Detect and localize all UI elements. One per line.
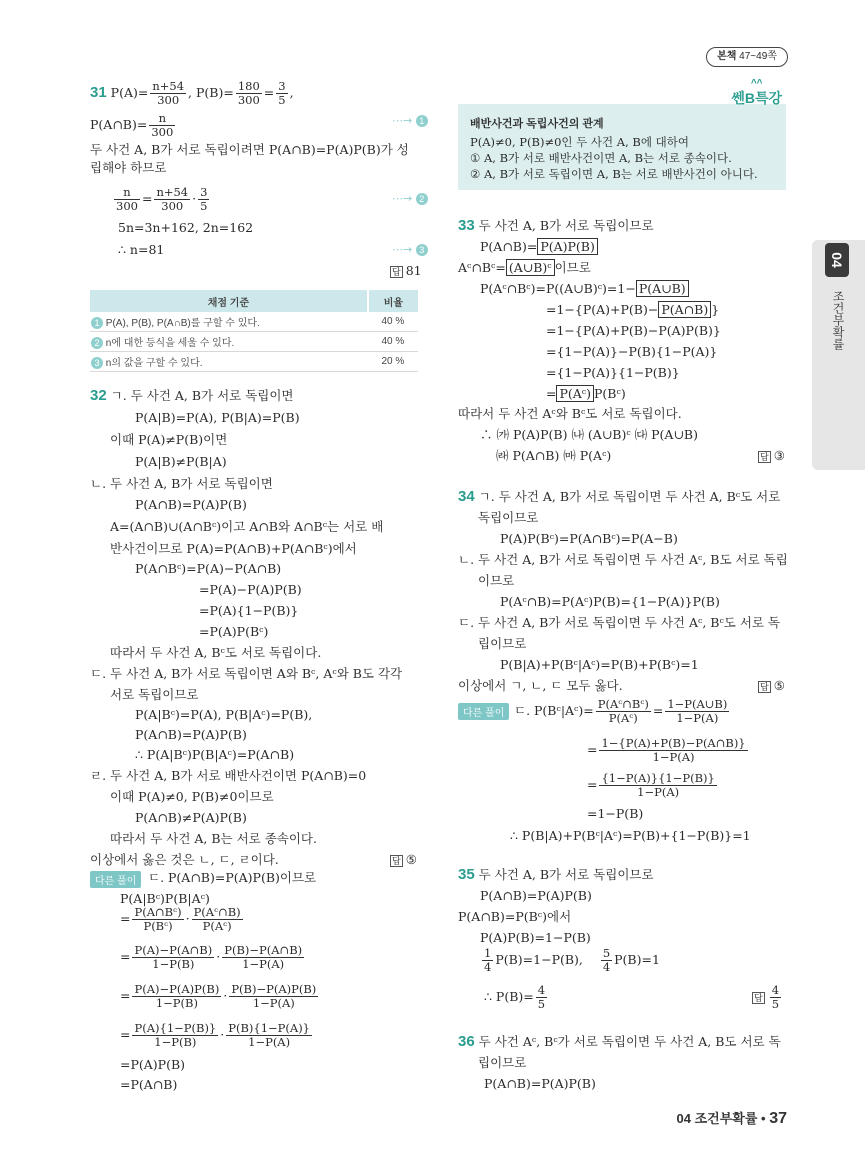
q31-l2-a: P(A∩B)= bbox=[90, 117, 148, 132]
criteria-num: 1 bbox=[91, 317, 103, 329]
q35-number: 35 bbox=[458, 866, 475, 883]
q32-line-22: 이상에서 옳은 것은 ㄴ, ㄷ, ㄹ이다. bbox=[90, 852, 279, 867]
criteria-ratio: 40 % bbox=[368, 312, 418, 332]
q31-line-3: 두 사건 A, B가 서로 독립이려면 P(A∩B)=P(A)P(B)가 성 bbox=[90, 142, 409, 157]
q31-answer-value: 81 bbox=[405, 263, 422, 278]
q31-frac1-den: 300 bbox=[157, 93, 180, 107]
frac-num: P(B)−P(A∩B) bbox=[224, 943, 303, 957]
q32-line-14: 서로 독립이므로 bbox=[110, 687, 199, 702]
frac-den: 1−P(B) bbox=[154, 1035, 197, 1049]
chapter-side-tab bbox=[812, 240, 865, 470]
frac bbox=[132, 983, 221, 1010]
frac-num: P(A)−P(A)P(B) bbox=[134, 982, 220, 996]
q33-l2-a: P(A∩B)= bbox=[480, 239, 538, 254]
q31-line-4: 립해야 하므로 bbox=[90, 160, 167, 175]
frac-den: 4 bbox=[602, 960, 611, 974]
page-reference-pill bbox=[706, 47, 788, 67]
q35-line-1 bbox=[458, 867, 654, 883]
q33-line-5 bbox=[546, 302, 719, 318]
q31-frac2-num: 180 bbox=[237, 79, 260, 93]
q36-text: 두 사건 Aᶜ, Bᶜ가 서로 독립이면 두 사건 A, B도 서로 독 bbox=[478, 1034, 781, 1049]
chapter-title-vertical: 조건부확률 bbox=[831, 290, 845, 350]
q31-l5-frac1 bbox=[114, 186, 140, 213]
blank-box: P(A∩B) bbox=[658, 301, 711, 318]
q36-number: 36 bbox=[458, 1033, 475, 1050]
q33-l9-b: P(Bᶜ) bbox=[594, 386, 626, 401]
frac bbox=[229, 983, 318, 1010]
q31-frac3-den: 5 bbox=[278, 93, 286, 107]
q32-line-4: ㄴ. 두 사건 A, B가 서로 독립이면 bbox=[90, 476, 273, 491]
q32-alt-line-6: = $\frac{P(A)\{1-P(B)\}}{1-P(B)}$ · $\frac{P(B)\{1-P(A)\}}{1-P(A)}$ bbox=[120, 1021, 310, 1049]
table-row bbox=[90, 332, 418, 352]
q31-frac-3 bbox=[276, 80, 287, 107]
q32-line-3: P(A|B)≠P(B|A) bbox=[135, 454, 227, 469]
criteria-text: n에 대한 등식을 세울 수 있다. bbox=[105, 337, 235, 349]
q32-alt-line-3: = $\frac{\text{P(A∩Bᶜ)}}{\text{P(Bᶜ)}}$ · $\frac{\text{P(Aᶜ∩B)}}{\text{P(Aᶜ)}}$ bbox=[120, 905, 241, 933]
page-footer bbox=[677, 1108, 787, 1128]
q32-line-8: P(A∩Bᶜ)=P(A)−P(A∩B) bbox=[135, 561, 282, 576]
q35-line-5 bbox=[480, 947, 660, 974]
q33-line-12: ㈑ P(A∩B) ㈒ P(Aᶜ) bbox=[496, 448, 612, 463]
q34-line-3: ㄴ. 두 사건 A, B가 서로 독립이면 두 사건 Aᶜ, B도 서로 독립 bbox=[458, 552, 788, 567]
q33-l3-a: Aᶜ∩Bᶜ= bbox=[458, 260, 506, 275]
special-badge-text: 쎈B특강 bbox=[731, 90, 782, 106]
q32-alt-line-7: =P(A)P(B) bbox=[120, 1057, 186, 1072]
q35-l5-b: P(B)=1 bbox=[614, 952, 660, 967]
q31-frac-2 bbox=[236, 80, 262, 107]
q34-line-2: P(A)P(Bᶜ)=P(A∩Bᶜ)=P(A−B) bbox=[500, 531, 678, 546]
step-1-circle: 1 bbox=[416, 115, 428, 127]
q34-line-6: ㄷ. 두 사건 A, B가 서로 독립이면 두 사건 Aᶜ, Bᶜ도 서로 독 bbox=[458, 615, 781, 630]
q34-line-1: 독립이므로 bbox=[478, 510, 539, 525]
frac-den: 1−P(A) bbox=[637, 785, 680, 799]
q33-l4-a: P(Aᶜ∩Bᶜ)=P((A∪B)ᶜ)=1− bbox=[480, 281, 636, 296]
frac-num: 1 bbox=[484, 946, 492, 960]
criteria-col-header: 채점 기준 bbox=[90, 290, 368, 312]
q31-l1-a: P(A)= bbox=[110, 85, 149, 100]
criteria-text: P(A), P(B), P(A∩B)를 구할 수 있다. bbox=[105, 317, 260, 329]
q34-answer-value: ⑤ bbox=[773, 678, 785, 693]
blank-box: P(Aᶜ) bbox=[556, 385, 594, 402]
criteria-ratio: 40 % bbox=[368, 332, 418, 352]
frac-num: P(B)−P(A)P(B) bbox=[231, 982, 317, 996]
q34-answer bbox=[758, 678, 785, 694]
frac bbox=[601, 947, 612, 974]
frac bbox=[132, 1022, 218, 1049]
q31-l5-den1: 300 bbox=[116, 199, 138, 213]
answer-tag: 답 bbox=[760, 451, 769, 462]
q32-line-15: P(A|Bᶜ)=P(A), P(B|Aᶜ)=P(B), bbox=[135, 707, 313, 722]
special-line-3: ② A, B가 서로 독립이면 A, B는 서로 배반사건이 아니다. bbox=[470, 167, 758, 181]
q36-line-3: P(A∩B)=P(A)P(B) bbox=[484, 1076, 596, 1091]
step-2-circle: 2 bbox=[416, 193, 428, 205]
criteria-cell bbox=[90, 332, 368, 352]
frac-num: P(A){1−P(B)} bbox=[134, 1021, 217, 1035]
frac-num: 4 bbox=[537, 983, 546, 997]
q33-answer bbox=[758, 448, 785, 464]
q32-line-5: P(A∩B)=P(A)P(B) bbox=[135, 497, 247, 512]
page-ref-range: 47~49쪽 bbox=[739, 51, 777, 62]
q32-alt-line-1: ㄷ. P(A∩B)=P(A)P(B)이므로 bbox=[148, 870, 317, 885]
q34-alt-line-5: ∴ P(B|A)+P(Bᶜ|Aᶜ)=P(B)+{1−P(B)}=1 bbox=[510, 828, 751, 843]
footer-separator: • bbox=[761, 1111, 766, 1126]
frac-num: 5 bbox=[602, 946, 611, 960]
q31-frac2-den: 300 bbox=[237, 93, 260, 107]
q33-line-8: ={1−P(A)}{1−P(B)} bbox=[546, 365, 680, 380]
criteria-ratio-header: 비율 bbox=[368, 290, 418, 312]
answer-tag: 답 bbox=[760, 681, 769, 692]
frac bbox=[482, 947, 493, 974]
q31-l1-d: , bbox=[289, 85, 294, 100]
q33-line-3 bbox=[458, 260, 591, 276]
q34-line-9: 이상에서 ㄱ, ㄴ, ㄷ 모두 옳다. bbox=[458, 678, 623, 693]
q31-frac1-num: n+54 bbox=[152, 79, 185, 93]
q31-answer bbox=[390, 263, 422, 279]
q33-l3-b: 이므로 bbox=[554, 260, 591, 275]
frac-den: 4 bbox=[484, 960, 492, 974]
q31-l5-frac2 bbox=[154, 186, 190, 213]
q31-l5-den3: 5 bbox=[200, 199, 208, 213]
q32-line-2: 이때 P(A)≠P(B)이면 bbox=[110, 432, 228, 447]
answer-tag: 답 bbox=[754, 992, 763, 1003]
special-note-box bbox=[458, 78, 786, 190]
q33-line-9 bbox=[546, 386, 626, 402]
answer-tag: 답 bbox=[392, 266, 401, 277]
frac-den: 1−P(A) bbox=[248, 1035, 291, 1049]
special-title: 배반사건과 독립사건의 관계 bbox=[470, 118, 604, 130]
q31-line-1 bbox=[90, 80, 294, 107]
frac-num: P(A∩Bᶜ) bbox=[134, 905, 182, 919]
q35-l6-a: ∴ P(B)= bbox=[484, 989, 534, 1004]
q34-alt-a: ㄷ. P(Bᶜ|Aᶜ)= bbox=[514, 703, 594, 718]
q33-l5-b: } bbox=[711, 302, 720, 317]
criteria-num: 3 bbox=[91, 357, 103, 369]
q32-line-0 bbox=[90, 388, 294, 404]
q32-number: 32 bbox=[90, 387, 107, 404]
special-line-1: P(A)≠0, P(B)≠0인 두 사건 A, B에 대하여 bbox=[470, 135, 689, 149]
q32-alt-line-5: = $\frac{P(A)-P(A)P(B)}{1-P(B)}$ · $\frac{P(B)-P(A)P(B)}{1-P(A)}$ bbox=[120, 982, 317, 1010]
q32-line-12: 따라서 두 사건 A, Bᶜ도 서로 독립이다. bbox=[110, 645, 322, 660]
frac-num: {1−P(A)}{1−P(B)} bbox=[601, 771, 715, 785]
frac bbox=[192, 906, 243, 933]
frac-num: 1−{P(A)+P(B)−P(A∩B)} bbox=[601, 736, 746, 750]
frac-den: 5 bbox=[771, 997, 780, 1011]
q31-frac3-num: 3 bbox=[278, 79, 286, 93]
q34-alt-line-3: = $\frac{\{1-P(A)\}\{1-P(B)\}}{1-P(A)}$ bbox=[587, 771, 715, 799]
q31-l2-frac bbox=[149, 112, 175, 139]
special-line-2: ① A, B가 서로 배반사건이면 A, B는 서로 종속이다. bbox=[470, 151, 732, 165]
frac bbox=[599, 772, 716, 799]
q31-l5-num1: n bbox=[114, 186, 140, 200]
step-2-marker: ⋯→ 2 bbox=[392, 192, 428, 205]
q35-l5-a: P(B)=1−P(B), bbox=[495, 952, 583, 967]
frac-num: P(A)−P(A∩B) bbox=[134, 943, 213, 957]
q31-l5-num3: 3 bbox=[200, 185, 208, 199]
q34-line-5: P(Aᶜ∩B)=P(Aᶜ)P(B)={1−P(A)}P(B) bbox=[500, 594, 720, 609]
alt-solution-chip: 다른 풀이 bbox=[458, 703, 509, 720]
q33-line-11: ∴ ㈎ P(A)P(B) ㈏ (A∪B)ᶜ ㈐ P(A∪B) bbox=[480, 427, 698, 442]
q31-l1-b: , P(B)= bbox=[188, 85, 234, 100]
q33-line-4 bbox=[480, 281, 689, 297]
q32-line-9: =P(A)−P(A)P(B) bbox=[199, 582, 302, 597]
q31-number: 31 bbox=[90, 84, 107, 101]
q34-alt-line-4: =1−P(B) bbox=[587, 806, 644, 821]
alt-solution-chip: 다른 풀이 bbox=[90, 871, 141, 888]
frac bbox=[599, 737, 747, 764]
frac bbox=[226, 1022, 312, 1049]
criteria-header-row bbox=[90, 290, 418, 312]
q34-line-7: 립이므로 bbox=[478, 636, 527, 651]
frac-den: 5 bbox=[537, 997, 546, 1011]
q36-line-1 bbox=[458, 1034, 781, 1050]
footer-chapter: 04 조건부확률 bbox=[676, 1111, 758, 1126]
q32-alt-line-4: = $\frac{P(A)-P(A\cap B)}{1-P(B)}$ · $\frac{P(B)-P(A\cap B)}{1-P(A)}$ bbox=[120, 943, 303, 971]
q35-line-6 bbox=[484, 984, 549, 1011]
q33-line-2 bbox=[480, 239, 598, 255]
frac-den: 1−P(B) bbox=[155, 996, 198, 1010]
frac bbox=[132, 906, 183, 933]
q32-line-13: ㄷ. 두 사건 A, B가 서로 독립이면 A와 Bᶜ, Aᶜ와 B도 각각 bbox=[90, 666, 403, 681]
frac bbox=[770, 984, 781, 1011]
frac bbox=[596, 698, 651, 725]
chapter-number-badge bbox=[825, 243, 849, 277]
q35-answer bbox=[752, 984, 783, 1011]
answer-tag: 답 bbox=[392, 855, 401, 866]
frac bbox=[536, 984, 547, 1011]
frac-den: 1−P(A) bbox=[652, 750, 695, 764]
frac bbox=[665, 698, 729, 725]
q32-answer-value: ⑤ bbox=[405, 852, 417, 867]
q36-line-2: 립이므로 bbox=[478, 1055, 527, 1070]
q31-l5-eq: = bbox=[141, 191, 153, 206]
frac-den: 1−P(B) bbox=[152, 957, 195, 971]
table-row bbox=[90, 312, 418, 332]
q31-line-6: 5n=3n+162, 2n=162 bbox=[118, 220, 254, 235]
q31-l5-num2: n+54 bbox=[156, 185, 189, 199]
q33-line-1 bbox=[458, 218, 654, 234]
q34-alt-line-1: ㄷ. P(Bᶜ|Aᶜ)= $\frac{\text{P(Aᶜ∩Bᶜ)}}{\text{P(Aᶜ)}}$ = $\frac{1-P(A\cup B)}{1-P(A)}$ bbox=[514, 697, 728, 725]
blank-box: P(A)P(B) bbox=[537, 238, 598, 255]
q32-line-17: ∴ P(A|Bᶜ)P(B|Aᶜ)=P(A∩B) bbox=[135, 747, 295, 762]
q32-line-7: 반사건이므로 P(A)=P(A∩B)+P(A∩Bᶜ)에서 bbox=[110, 541, 357, 556]
q33-text: 두 사건 A, B가 서로 독립이므로 bbox=[478, 218, 654, 233]
q33-answer-value: ③ bbox=[773, 448, 785, 463]
q35-text: 두 사건 A, B가 서로 독립이므로 bbox=[478, 867, 654, 882]
special-badge bbox=[731, 80, 782, 108]
q34-number: 34 bbox=[458, 488, 475, 505]
q35-line-4: P(A)P(B)=1−P(B) bbox=[480, 930, 591, 945]
frac-num: 4 bbox=[771, 983, 780, 997]
q32-line-18: ㄹ. 두 사건 A, B가 서로 배반사건이면 P(A∩B)=0 bbox=[90, 768, 367, 783]
frac bbox=[132, 944, 214, 971]
blank-box: (A∪B)ᶜ bbox=[506, 259, 555, 276]
frac-num: 1−P(A∪B) bbox=[667, 697, 728, 711]
q32-line-11: =P(A)P(Bᶜ) bbox=[199, 624, 269, 639]
criteria-num: 2 bbox=[91, 337, 103, 349]
q33-number: 33 bbox=[458, 217, 475, 234]
q33-l5-a: =1−{P(A)+P(B)− bbox=[546, 302, 659, 317]
q31-frac-1 bbox=[150, 80, 186, 107]
q34-alt-line-2: = $\frac{1-\{P(A)+P(B)-P(A\cap B)\}}{1-P(A)}$ bbox=[587, 736, 746, 764]
q31-l1-c: = bbox=[263, 85, 275, 100]
q33-line-6: =1−{P(A)+P(B)−P(A)P(B)} bbox=[546, 323, 721, 338]
frac-num: P(Aᶜ∩B) bbox=[193, 905, 241, 919]
q35-line-3: P(A∩B)=P(Bᶜ)에서 bbox=[458, 909, 572, 924]
q32-alt-line-8: =P(A∩B) bbox=[120, 1077, 178, 1092]
q35-line-2: P(A∩B)=P(A)P(B) bbox=[480, 888, 592, 903]
frac-den: 1−P(A) bbox=[676, 711, 719, 725]
q31-l2-den: 300 bbox=[151, 125, 174, 139]
frac-den: P(Aᶜ) bbox=[202, 919, 232, 933]
q34-line-4: 이므로 bbox=[478, 573, 515, 588]
chapter-number: 04 bbox=[829, 252, 845, 268]
q32-line-16: P(A∩B)=P(A)P(B) bbox=[135, 727, 247, 742]
table-row bbox=[90, 352, 418, 372]
frac-den: P(Aᶜ) bbox=[608, 711, 638, 725]
q31-l5-frac3 bbox=[198, 186, 209, 213]
q33-line-7: ={1−P(A)}−P(B){1−P(A)} bbox=[546, 344, 718, 359]
q34-line-0 bbox=[458, 489, 780, 505]
q31-l5-den2: 300 bbox=[161, 199, 184, 213]
step-1-marker: ⋯→ 1 bbox=[392, 114, 428, 127]
q32-text: ㄱ. 두 사건 A, B가 서로 독립이면 bbox=[110, 388, 294, 403]
q32-line-20: P(A∩B)≠P(A)P(B) bbox=[135, 810, 247, 825]
q32-line-19: 이때 P(A)≠0, P(B)≠0이므로 bbox=[110, 789, 274, 804]
frac-den: P(Bᶜ) bbox=[143, 919, 173, 933]
q31-line-2 bbox=[90, 112, 177, 139]
q31-line-5 bbox=[112, 186, 211, 213]
q32-line-10: =P(A){1−P(B)} bbox=[199, 603, 299, 618]
frac-num: P(B){1−P(A)} bbox=[228, 1021, 310, 1035]
q31-line-7: ∴ n=81 bbox=[118, 242, 165, 257]
q33-l9-a: = bbox=[546, 386, 557, 401]
frac-den: 1−P(A) bbox=[242, 957, 285, 971]
criteria-cell bbox=[90, 312, 368, 332]
q31-l2-num: n bbox=[149, 112, 175, 126]
frac-num: P(Aᶜ∩Bᶜ) bbox=[597, 697, 649, 711]
q34-text: ㄱ. 두 사건 A, B가 서로 독립이면 두 사건 A, Bᶜ도 서로 bbox=[478, 489, 781, 504]
q32-line-6: A=(A∩B)∪(A∩Bᶜ)이고 A∩B와 A∩Bᶜ는 서로 배 bbox=[110, 519, 384, 534]
scoring-criteria-table bbox=[90, 290, 418, 372]
criteria-text: n의 값을 구할 수 있다. bbox=[105, 357, 203, 369]
step-3-marker: ⋯→ 3 bbox=[392, 243, 428, 256]
q32-answer bbox=[390, 852, 417, 868]
q32-line-21: 따라서 두 사건 A, B는 서로 종속이다. bbox=[110, 831, 317, 846]
criteria-cell bbox=[90, 352, 368, 372]
q32-line-1: P(A|B)=P(A), P(B|A)=P(B) bbox=[135, 410, 300, 425]
step-3-circle: 3 bbox=[416, 244, 428, 256]
criteria-ratio: 20 % bbox=[368, 352, 418, 372]
page-ref-main: 본책 bbox=[717, 51, 737, 62]
page-number: 37 bbox=[769, 1110, 787, 1127]
q31-l5-dot: · bbox=[192, 191, 197, 206]
q34-line-8: P(B|A)+P(Bᶜ|Aᶜ)=P(B)+P(Bᶜ)=1 bbox=[500, 657, 699, 672]
blank-box: P(A∪B) bbox=[636, 280, 689, 297]
special-badge-caret-icon: ^^ bbox=[750, 78, 763, 89]
q32-alt-line-2: P(A|Bᶜ)P(B|Aᶜ) bbox=[120, 891, 210, 906]
frac-den: 1−P(A) bbox=[252, 996, 295, 1010]
frac bbox=[222, 944, 304, 971]
q33-line-10: 따라서 두 사건 Aᶜ와 Bᶜ도 서로 독립이다. bbox=[458, 406, 682, 421]
